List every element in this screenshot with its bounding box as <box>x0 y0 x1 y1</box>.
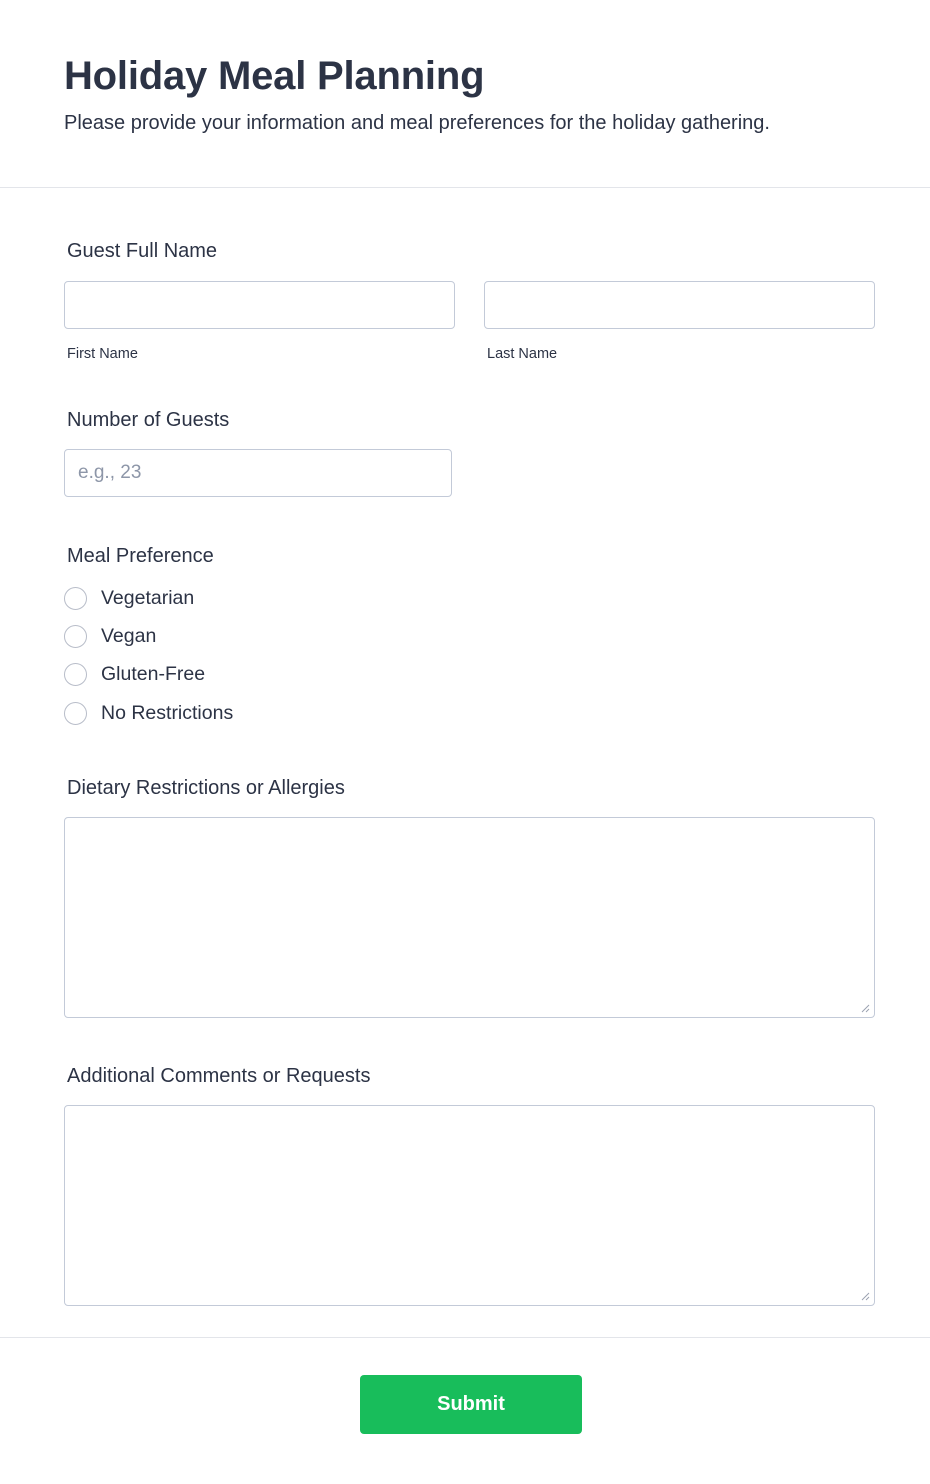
meal-option-label: No Restrictions <box>101 702 234 724</box>
dietary-textarea[interactable] <box>64 817 875 1018</box>
radio-button[interactable] <box>64 663 87 686</box>
meal-option-label: Vegan <box>101 625 157 647</box>
first-name-input[interactable] <box>64 281 455 329</box>
form-subtitle: Please provide your information and meal preferences for the holiday gathering. <box>64 112 770 134</box>
submit-button[interactable]: Submit <box>360 1375 582 1434</box>
meal-option-no-restrictions[interactable] <box>64 700 233 726</box>
footer-divider <box>0 1337 930 1338</box>
guests-input[interactable] <box>64 449 452 497</box>
meal-option-vegetarian[interactable] <box>64 585 194 611</box>
form-header <box>0 0 930 188</box>
resize-handle-icon[interactable] <box>860 1291 870 1301</box>
radio-button[interactable] <box>64 702 87 725</box>
comments-label: Additional Comments or Requests <box>67 1065 371 1087</box>
resize-handle-icon[interactable] <box>860 1003 870 1013</box>
first-name-sublabel: First Name <box>67 346 138 362</box>
meal-preference-label: Meal Preference <box>67 545 214 567</box>
meal-option-vegan[interactable] <box>64 623 156 649</box>
guests-label: Number of Guests <box>67 409 230 431</box>
comments-textarea[interactable] <box>64 1105 875 1306</box>
meal-option-gluten-free[interactable] <box>64 661 205 687</box>
dietary-label: Dietary Restrictions or Allergies <box>67 777 345 799</box>
last-name-sublabel: Last Name <box>487 346 558 362</box>
radio-button[interactable] <box>64 625 87 648</box>
meal-option-label: Gluten-Free <box>101 663 206 685</box>
form-title: Holiday Meal Planning <box>64 54 485 98</box>
last-name-input[interactable] <box>484 281 875 329</box>
radio-button[interactable] <box>64 587 87 610</box>
meal-option-label: Vegetarian <box>101 587 195 609</box>
guest-name-label: Guest Full Name <box>67 240 218 262</box>
